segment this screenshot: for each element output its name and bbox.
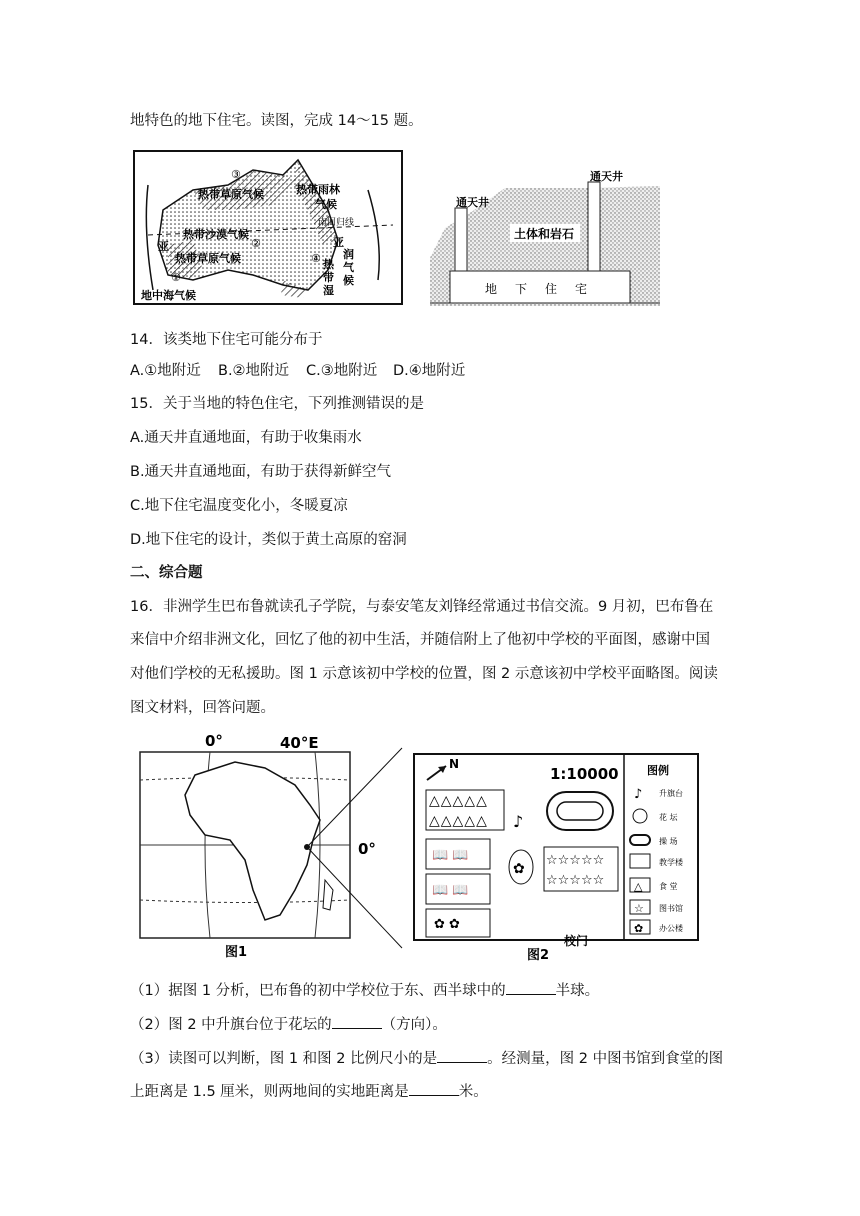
climate-label: 亚	[158, 240, 169, 253]
legend-item: 图书馆	[659, 904, 683, 913]
answer-blank[interactable]	[437, 1048, 487, 1063]
svg-text:△: △	[634, 880, 643, 893]
sub-question-text: （1）据图 1 分析，巴布鲁的初中学校位于东、西半球中的	[130, 983, 506, 999]
figure-caption: 图2	[527, 948, 550, 963]
sub-question-3	[130, 1048, 723, 1069]
q14-option-c[interactable]: C.③地附近	[306, 363, 378, 379]
q15-option-b[interactable]: B.通天井直通地面，有助于获得新鲜空气	[130, 464, 392, 480]
svg-text:✿ ✿: ✿ ✿	[434, 917, 460, 932]
intro-text: 地特色的地下住宅。读图，完成 14～15 题。	[130, 113, 423, 129]
rock-label: 土体和岩石	[514, 227, 575, 241]
svg-text:♪: ♪	[634, 787, 643, 802]
climate-label: 热带草原气候	[175, 252, 241, 265]
svg-text:△△△△△: △△△△△	[429, 813, 488, 829]
climate-label: 候	[343, 274, 354, 287]
svg-text:📖 📖: 📖 📖	[432, 848, 469, 863]
climate-label: 湿	[323, 284, 334, 297]
q15-option-c[interactable]: C.地下住宅温度变化小，冬暖夏凉	[130, 498, 348, 514]
house-label: 地	[485, 282, 498, 296]
africa-map-figure	[135, 730, 403, 962]
q15-stem: 15．关于当地的特色住宅，下列推测错误的是	[130, 396, 424, 412]
sub-question-text: （方向）。	[381, 1017, 447, 1033]
site-marker: ③	[231, 168, 241, 181]
site-marker: ④	[311, 252, 321, 265]
legend-item: 食 堂	[659, 882, 678, 891]
answer-blank[interactable]	[409, 1081, 459, 1096]
climate-label: 气候	[315, 198, 337, 211]
q14-option-d[interactable]: D.④地附近	[393, 363, 466, 379]
q16-line: 16．非洲学生巴布鲁就读孔子学院，与泰安笔友刘锋经常通过书信交流。9 月初，巴布鲁在	[130, 599, 714, 615]
site-marker: ①	[171, 271, 181, 284]
sub-question-3-cont	[130, 1081, 488, 1102]
longitude-label: 40°E	[280, 734, 319, 752]
shaft-label: 通天井	[590, 170, 623, 183]
legend-item: 办公楼	[659, 924, 683, 933]
sub-question-1	[130, 980, 599, 1001]
answer-blank[interactable]	[506, 980, 556, 995]
q15-option-a[interactable]: A.通天井直通地面，有助于收集雨水	[130, 430, 362, 446]
climate-label: 热带草原气候	[198, 188, 264, 201]
school-plan-figure	[412, 752, 700, 964]
flowerbed-icon: ✿	[513, 861, 525, 877]
climate-label: 带	[323, 271, 334, 284]
climate-label: 亚	[333, 236, 344, 249]
sub-question-text: （3）读图可以判断，图 1 和图 2 比例尺小的是	[130, 1051, 438, 1067]
underground-house-diagram	[430, 168, 660, 306]
map-scale: 1:10000	[550, 765, 619, 783]
q14-option-b[interactable]: B.②地附近	[218, 363, 290, 379]
climate-label: 热带雨林	[296, 183, 340, 196]
svg-text:☆☆☆☆☆: ☆☆☆☆☆	[546, 853, 605, 868]
figure-caption: 图1	[225, 945, 248, 960]
house-label: 下	[515, 282, 528, 296]
q14-option-a[interactable]: A.①地附近	[130, 363, 201, 379]
tropic-label: 南回归线	[318, 218, 355, 228]
flagpole-icon: ♪	[513, 812, 524, 831]
legend-item: 操 场	[659, 837, 678, 846]
q14-stem: 14．该类地下住宅可能分布于	[130, 332, 323, 348]
north-arrow-label: N	[449, 757, 460, 771]
svg-text:📖 📖: 📖 📖	[432, 883, 469, 898]
climate-label: 热	[323, 258, 334, 271]
answer-blank[interactable]	[332, 1014, 382, 1029]
sub-question-text: （2）图 2 中升旗台位于花坛的	[130, 1017, 332, 1033]
svg-text:☆: ☆	[634, 902, 644, 915]
sub-question-2	[130, 1014, 447, 1035]
longitude-label: 0°	[205, 732, 223, 750]
q16-line: 图文材料，回答问题。	[130, 700, 275, 716]
legend-item: 升旗台	[659, 789, 683, 798]
svg-text:☆☆☆☆☆: ☆☆☆☆☆	[546, 873, 605, 888]
house-label: 宅	[575, 282, 588, 296]
climate-label: 热带沙漠气候	[183, 228, 249, 241]
legend-item: 教学楼	[659, 858, 683, 867]
australia-climate-map	[133, 150, 403, 305]
q15-option-d[interactable]: D.地下住宅的设计，类似于黄土高原的窑洞	[130, 532, 407, 548]
sub-question-text: 半球。	[555, 983, 600, 999]
section-title: 二、综合题	[130, 565, 203, 581]
legend-item: 花 坛	[659, 813, 678, 822]
sub-question-text: 上距离是 1.5 厘米，则两地间的实地距离是	[130, 1084, 409, 1100]
house-label: 住	[545, 282, 558, 296]
sub-question-text: 。经测量，图 2 中图书馆到食堂的图	[487, 1051, 724, 1067]
latitude-label: 0°	[358, 840, 376, 858]
site-marker: ②	[251, 237, 261, 250]
q16-line: 来信中介绍非洲文化，回忆了他的初中生活，并随信附上了他初中学校的平面图，感谢中国	[130, 632, 710, 648]
climate-label: 地中海气候	[141, 289, 196, 302]
svg-text:△△△△△: △△△△△	[429, 793, 488, 809]
school-gate-label: 校门	[564, 934, 589, 948]
sub-question-text: 米。	[458, 1084, 488, 1100]
q16-line: 对他们学校的无私援助。图 1 示意该初中学校的位置，图 2 示意该初中学校平面略图。阅读	[130, 666, 718, 682]
svg-text:✿: ✿	[634, 922, 644, 935]
climate-label: 润	[343, 248, 354, 261]
shaft-label: 通天井	[456, 196, 489, 209]
climate-label: 气	[343, 261, 354, 274]
legend-title: 图例	[647, 764, 669, 777]
